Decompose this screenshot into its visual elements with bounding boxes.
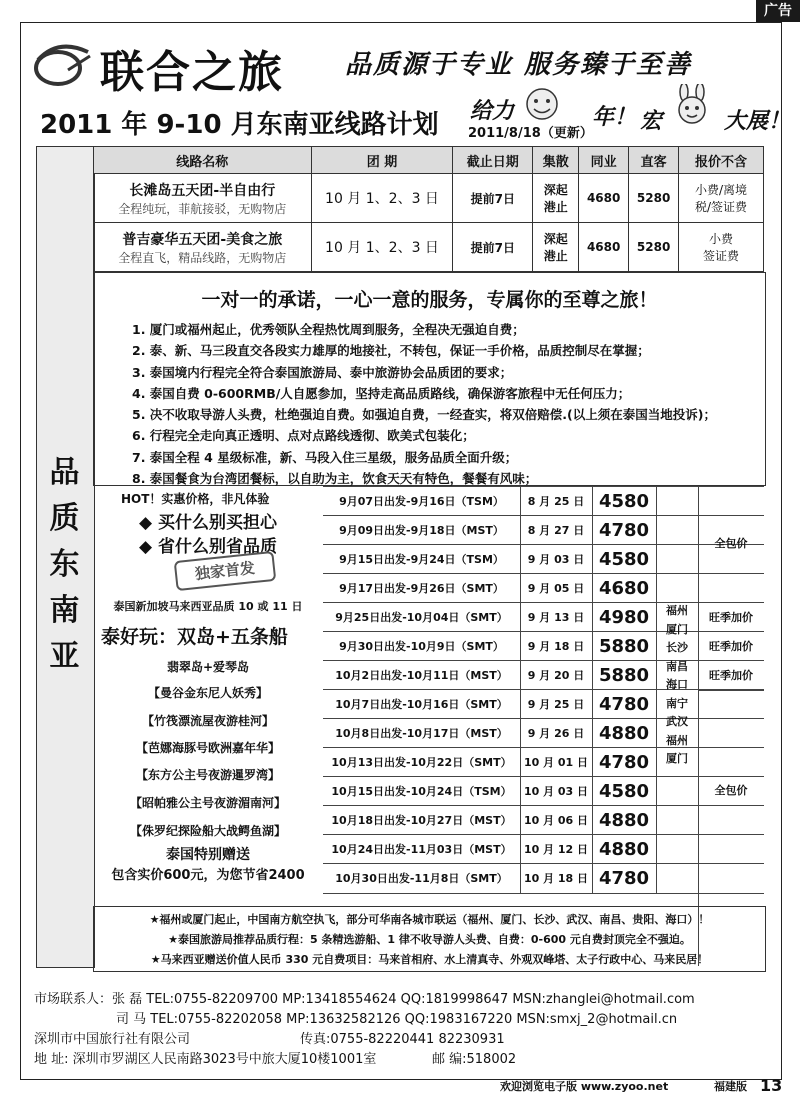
departure: 9月30日出发-10月9日（SMT）: [323, 632, 521, 661]
col-header: 同业: [579, 147, 629, 174]
deadline: 8 月 27 日: [520, 516, 593, 545]
departure: 10月24日出发-11月03日（MST）: [323, 835, 521, 864]
promises-box: [93, 272, 766, 486]
col-header: 直客: [629, 147, 679, 174]
city: 海口: [666, 678, 688, 691]
price: 4880: [592, 719, 657, 748]
route-dates: 10 月 1、2、3 日: [311, 223, 453, 272]
routes-table: [93, 146, 764, 272]
deadline: 9 月 13 日: [520, 603, 593, 632]
promo-feature: 翡翠岛+爱琴岛: [166, 660, 250, 674]
route-desc: 全程纯玩，菲航接驳，无购物店: [118, 201, 287, 216]
brand-name: 联合之旅: [100, 47, 284, 98]
price: 4880: [592, 806, 657, 835]
promo-feature: 【侏罗纪探险船大战鳄鱼湖】: [129, 824, 286, 838]
route-name: 长滩岛五天团-半自由行: [129, 182, 276, 199]
deadline: 9 月 18 日: [520, 632, 593, 661]
side-word: 年！: [592, 105, 637, 130]
side-label: [36, 450, 93, 680]
fax: 传真:0755-82220441 82230931: [300, 1032, 505, 1047]
company-name: 深圳市中国旅行社有限公司: [34, 1032, 191, 1047]
exclusion: 税/签证费: [695, 200, 748, 214]
side-word: 大展！: [724, 109, 791, 134]
departure: 10月30日出发-11月8日（SMT）: [323, 864, 521, 893]
gift-detail: 包含实价600元，为您节省2400: [111, 868, 305, 883]
promo-feature: 【东方公主号夜游暹罗湾】: [135, 768, 280, 782]
departure: 10月18日出发-10月27日（MST）: [323, 806, 521, 835]
city: 厦门: [666, 752, 688, 765]
side-word: 给力: [470, 99, 515, 124]
footer-text: 欢迎浏览电子版 www.zyoo.net: [500, 1080, 669, 1093]
route-deadline: 提前7日: [453, 223, 533, 272]
direct-price: 5280: [629, 174, 679, 223]
side-char: 东: [49, 547, 80, 582]
city: 厦门: [666, 622, 688, 636]
promo-panel: [93, 486, 323, 966]
list-item: 4. 泰国自费 0-600RMB/人自愿参加，坚持走高品质路线，确保游客旅程中无任何压力；: [132, 385, 631, 401]
brand-logo-icon: [28, 40, 98, 90]
table-row: [94, 223, 764, 272]
edition: 福建版: [714, 1080, 747, 1093]
promo-feature: 【竹筏漂流屋夜游桂河】: [141, 714, 274, 728]
postcode: 邮 编:518002: [432, 1052, 517, 1067]
departure: 10月15日出发-10月24日（TSM）: [323, 777, 521, 806]
departure: 9月09日出发-9月18日（MST）: [323, 516, 521, 545]
city: 福州: [666, 733, 688, 747]
price: 4680: [592, 574, 657, 603]
col-header: 团 期: [311, 147, 453, 174]
hub: 港止: [543, 249, 568, 263]
list-item: 2. 泰、新、马三段直交各段实力雄厚的地接社，不转包，保证一手价格，品质控制尽在掌握；: [132, 343, 650, 359]
col-header: 集散: [533, 147, 579, 174]
page-title: 2011 年 9-10 月东南亚线路计划: [40, 110, 439, 140]
list-item: 5. 决不收取导游人头费，杜绝强迫自费。如强迫自费，一经查实，将双倍赔偿.(以上须在泰国当地投诉)；: [132, 407, 716, 423]
exclusive-stamp: 独家首发: [174, 551, 277, 591]
deadline: 9 月 20 日: [520, 661, 593, 690]
price: 4980: [592, 603, 657, 632]
promises-list: [132, 319, 716, 489]
table-row: [94, 174, 764, 223]
exclusion: 小费: [709, 232, 734, 246]
deadline: 10 月 01 日: [520, 748, 593, 777]
list-item: 8. 泰国餐食为台湾团餐标，以自助为主，饮食天天有特色，餐餐有风味；: [132, 471, 538, 487]
note-line: ★马来西亚赠送价值人民币 330 元自费项目：马来首相府、水上清真寺、外观双峰塔、太子行政中心、马来民居！: [150, 953, 709, 966]
promo-combo: 泰好玩：双岛+五条船: [101, 626, 288, 648]
list-item: 7. 泰国全程 4 星级标准，新、马段入住三星级，服务品质全面升级；: [132, 449, 518, 465]
price: 4580: [592, 487, 657, 516]
deadline: 10 月 12 日: [520, 835, 593, 864]
route-deadline: 提前7日: [453, 174, 533, 223]
peak-surcharge-label: 旺季加价: [698, 660, 764, 691]
deadline: 8 月 25 日: [520, 487, 593, 516]
direct-price: 5280: [629, 223, 679, 272]
side-char: 质: [49, 501, 80, 536]
deadline: 9 月 26 日: [520, 719, 593, 748]
promo-feature: 【昭帕雅公主号夜游湄南河】: [129, 796, 286, 810]
departure: 10月8日出发-10月17日（MST）: [323, 719, 521, 748]
all-inclusive-label: 全包价: [714, 537, 748, 550]
promo-subtitle: 泰国新加坡马来西亚品质 10 或 11 日: [113, 600, 303, 613]
hub: 深起: [543, 183, 568, 197]
price: 4580: [592, 545, 657, 574]
brand-slogan: 品质源于专业 服务臻于至善: [345, 50, 693, 80]
departure: 9月07日出发-9月16日（TSM）: [323, 487, 521, 516]
hub: 深起: [543, 232, 568, 246]
list-item: 6. 行程完全走向真正透明、点对点路线透彻、欧美式包装化；: [132, 428, 475, 444]
list-item: 3. 泰国境内行程完全符合泰国旅游局、泰中旅游协会品质团的要求；: [132, 364, 513, 380]
hub: 港止: [543, 200, 568, 214]
city: 南宁: [666, 696, 688, 710]
promo-bullet: ◆ 省什么别省品质: [139, 537, 277, 557]
price: 4580: [592, 777, 657, 806]
route-desc: 全程直飞，精品线路，无购物店: [118, 250, 287, 265]
rabbit-mascot-icon: [668, 84, 716, 124]
promo-hot: HOT！实惠价格，非凡体验: [121, 492, 270, 506]
notes-box: [93, 906, 766, 972]
price: 4780: [592, 690, 657, 719]
ad-tag: 广告: [756, 0, 800, 22]
price: 4780: [592, 748, 657, 777]
gift-title: 泰国特别赠送: [166, 847, 250, 863]
trade-price: 4680: [579, 174, 629, 223]
col-header: 线路名称: [94, 147, 312, 174]
note-line: ★泰国旅游局推荐品质行程：5 条精选游船、1 律不收导游人头费、自费：0-600 元自费封顶完全不强迫。: [168, 933, 691, 946]
contact-line: 市场联系人：张 磊 TEL:0755-82209700 MP:13418554624 QQ:1819998647 MSN:zhanglei@hotmail.com: [34, 992, 695, 1007]
col-header: 报价不含: [679, 147, 764, 174]
peak-surcharge-label: 旺季加价: [698, 631, 764, 661]
cartoon-face-icon: [522, 86, 562, 122]
city: 长沙: [666, 641, 688, 654]
departure: 9月15日出发-9月24日（TSM）: [323, 545, 521, 574]
exclusion: 小费/离境: [695, 183, 748, 197]
price: 5880: [592, 632, 657, 661]
all-inclusive-label: 全包价: [714, 784, 748, 797]
promo-feature: 【芭娜海豚号欧洲嘉年华】: [135, 741, 280, 755]
price: 4780: [592, 516, 657, 545]
update-date: 2011/8/18（更新）: [468, 126, 593, 141]
side-char: 品: [49, 455, 80, 490]
exclusion: 签证费: [703, 249, 740, 263]
list-item: 1. 厦门或福州起止，优秀领队全程热忱周到服务，全程决无强迫自费；: [132, 322, 525, 337]
side-word: 宏: [640, 109, 663, 134]
city: 福州: [666, 604, 688, 617]
departure: 9月17日出发-9月26日（SMT）: [323, 574, 521, 603]
deadline: 9 月 03 日: [520, 545, 593, 574]
price: 4780: [592, 864, 657, 893]
trade-price: 4680: [579, 223, 629, 272]
promo-bullet: ◆ 买什么别买担心: [139, 513, 277, 533]
deadline: 10 月 18 日: [520, 864, 593, 893]
route-dates: 10 月 1、2、3 日: [311, 174, 453, 223]
deadline: 10 月 06 日: [520, 806, 593, 835]
promo-feature: 【曼谷金东尼人妖秀】: [147, 686, 268, 700]
city: 南昌: [666, 659, 688, 673]
departure-cities: [656, 486, 699, 966]
address: 地 址: 深圳市罗湖区人民南路3023号中旅大厦10楼1001室: [34, 1052, 377, 1067]
city: 武汉: [666, 715, 688, 728]
price: 4880: [592, 835, 657, 864]
peak-surcharge-label: 旺季加价: [698, 602, 764, 632]
note-line: ★福州或厦门起止，中国南方航空执飞，部分可华南各城市联运（福州、厦门、长沙、武汉、南昌、贵阳、海口）！: [149, 913, 710, 926]
departure: 10月2日出发-10月11日（MST）: [323, 661, 521, 690]
promises-heading: 一对一的承诺，一心一意的服务，专属你的至尊之旅！: [201, 289, 658, 311]
departure: 10月13日出发-10月22日（SMT）: [323, 748, 521, 777]
departure: 10月7日出发-10月16日（SMT）: [323, 690, 521, 719]
side-char: 亚: [49, 639, 80, 674]
deadline: 10 月 03 日: [520, 777, 593, 806]
deadline: 9 月 25 日: [520, 690, 593, 719]
col-header: 截止日期: [453, 147, 533, 174]
page-number: 13: [760, 1076, 783, 1095]
schedule-table: [323, 486, 764, 966]
route-name: 普吉豪华五天团-美食之旅: [122, 231, 283, 248]
departure: 9月25日出发-10月04日（SMT）: [323, 603, 521, 632]
price: 5880: [592, 661, 657, 690]
deadline: 9 月 05 日: [520, 574, 593, 603]
side-char: 南: [49, 593, 80, 628]
contact-line: 司 马 TEL:0755-82202058 MP:13632582126 QQ:1983167220 MSN:smxj_2@hotmail.cn: [116, 1012, 678, 1027]
